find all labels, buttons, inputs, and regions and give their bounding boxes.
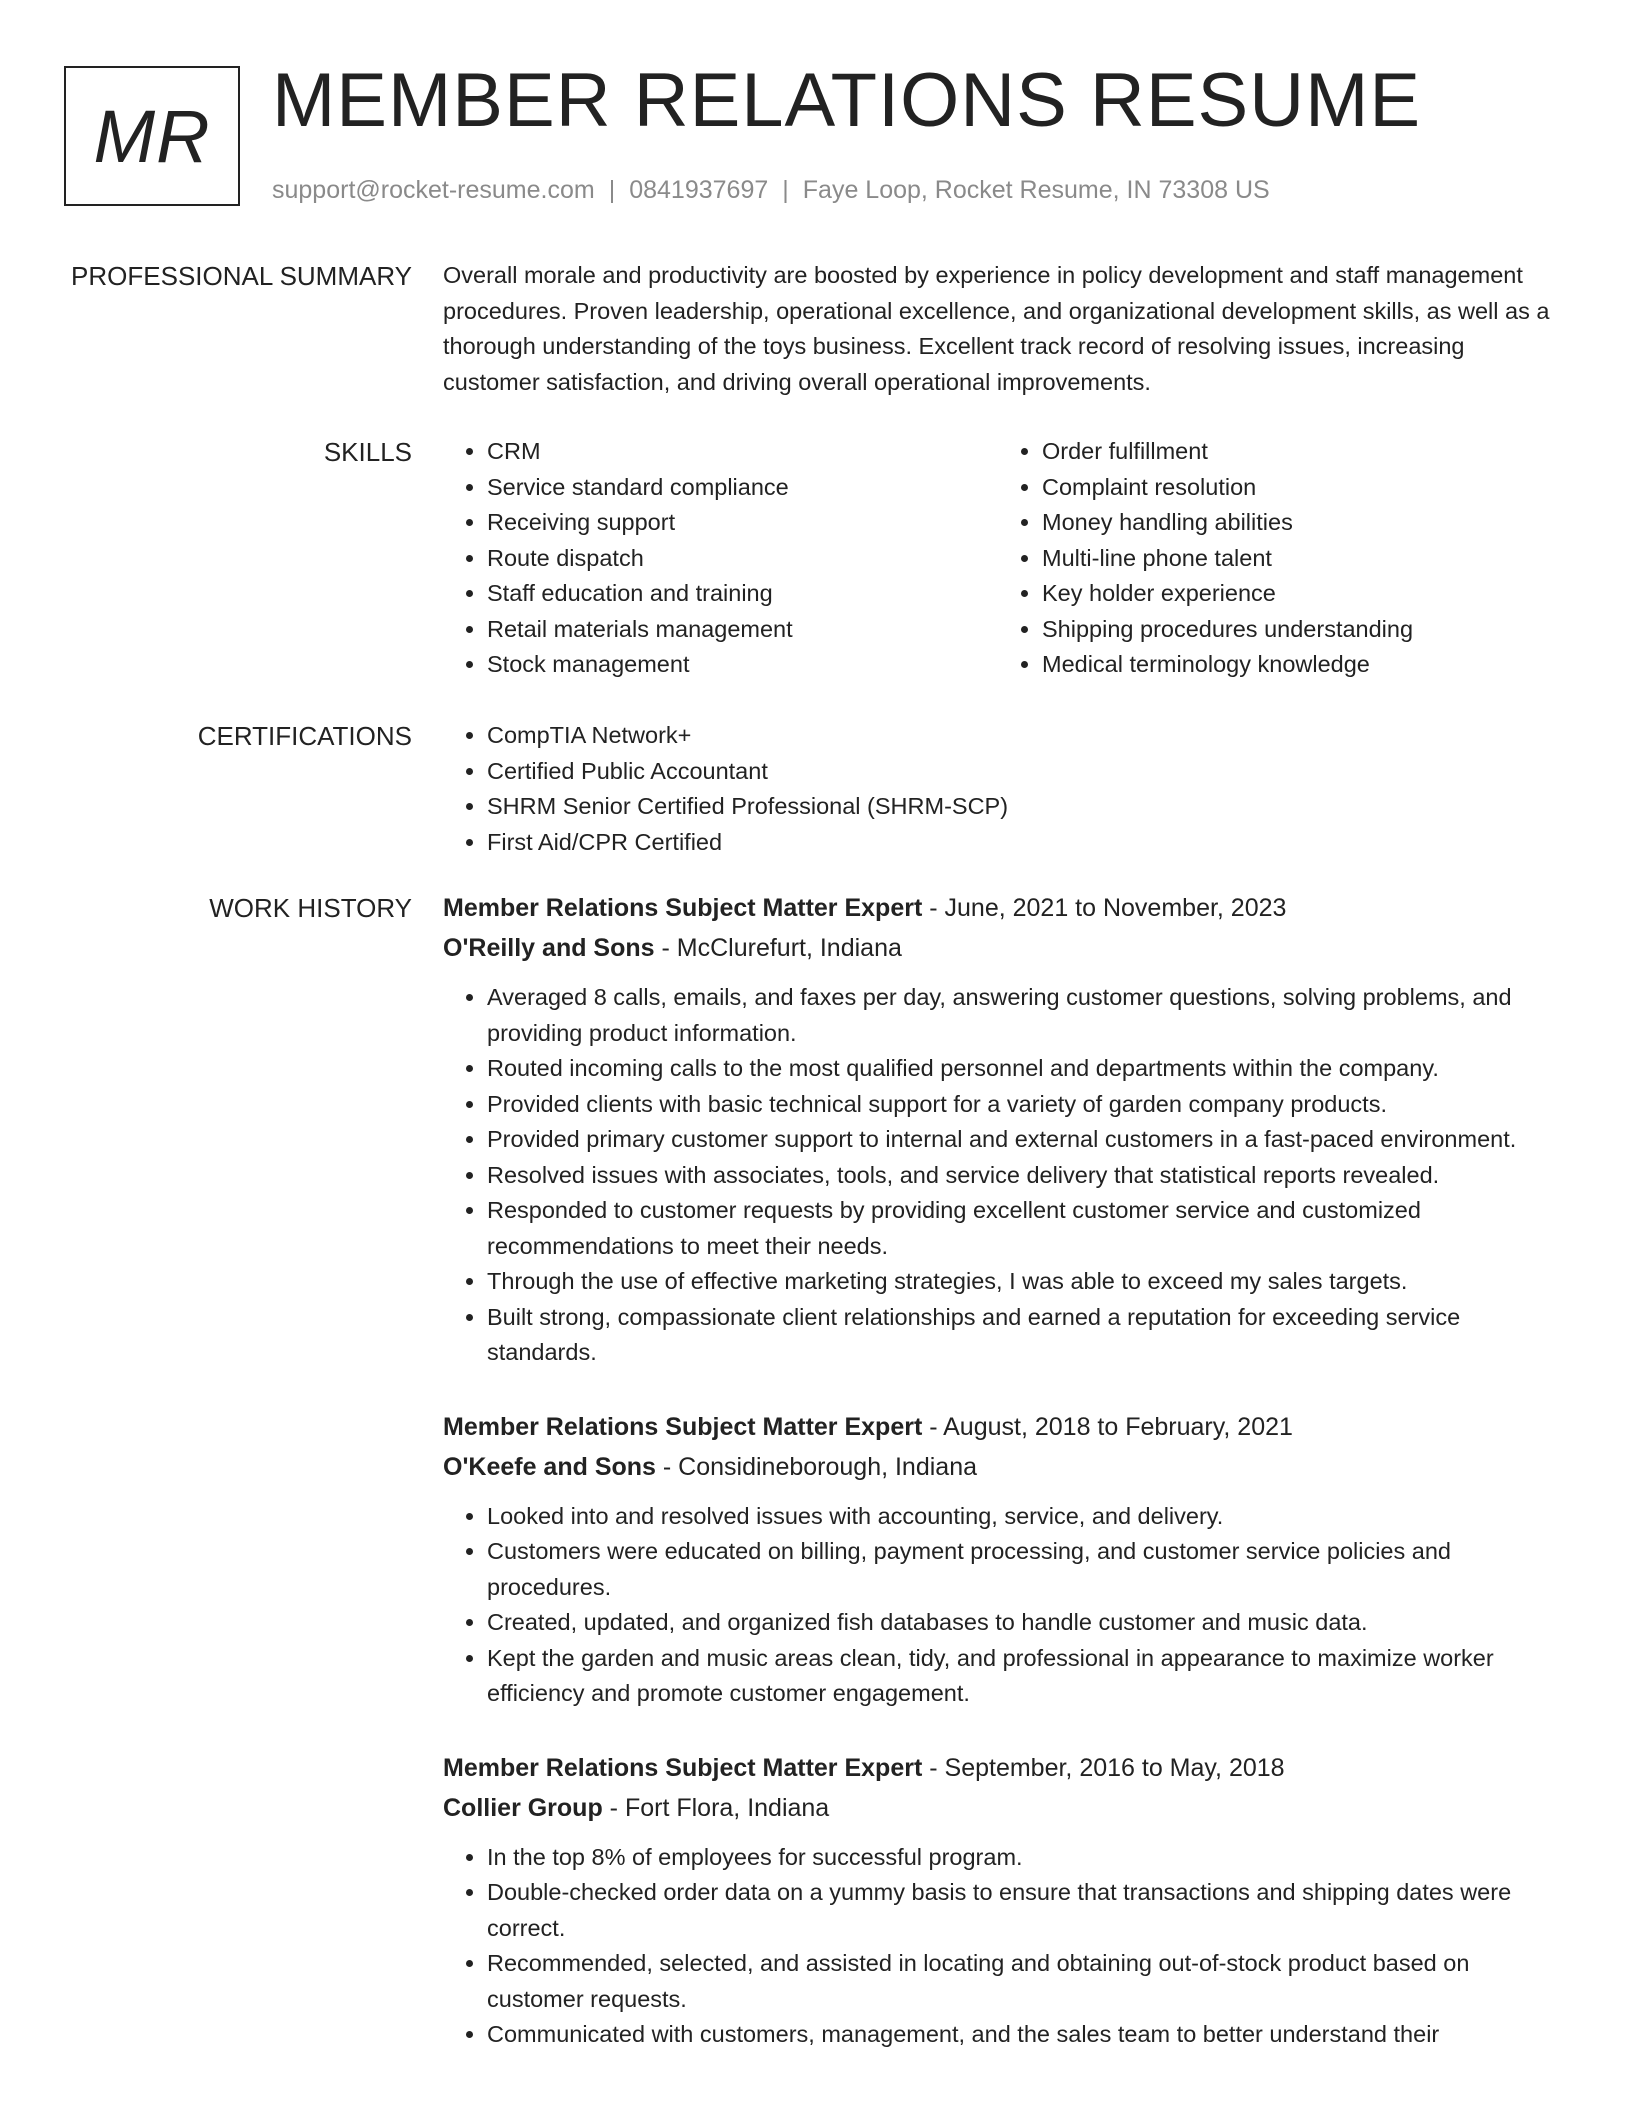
job-bullet: • Kept the garden and music areas clean, tidy, and professional in appearance to maximize worker efficiency and promote customer engagement.: [487, 1641, 1553, 1712]
work-history-body: [443, 888, 1553, 2089]
summary-heading: PROFESSIONAL SUMMARY: [71, 261, 412, 291]
contact-separator: |: [608, 176, 616, 204]
job-title-line: [443, 888, 1553, 928]
job-role: Member Relations Subject Matter Expert: [443, 1412, 923, 1441]
job-company: Collier Group: [443, 1793, 603, 1822]
skills-heading: SKILLS: [323, 437, 412, 467]
job-bullet: • In the top 8% of employees for successful program.: [487, 1840, 1553, 1876]
job-bullet: • Communicated with customers, management, and the sales team to better understand their: [487, 2017, 1553, 2053]
job-role: Member Relations Subject Matter Expert: [443, 894, 923, 922]
certifications-list: [443, 718, 1553, 860]
job-entry: [443, 1407, 1553, 1712]
skill-item: • CRM: [487, 434, 998, 470]
certification-item: • SHRM Senior Certified Professional (SHRM-SCP): [487, 789, 1553, 825]
job-bullet: • Built strong, compassionate client relationships and earned a reputation for exceeding service standards.: [487, 1300, 1553, 1371]
job-bullets: [443, 1499, 1553, 1712]
job-bullet: • Provided clients with basic technical support for a variety of garden company products.: [487, 1087, 1553, 1123]
skill-item: • Route dispatch: [487, 541, 998, 577]
job-bullet: • Looked into and resolved issues with accounting, service, and delivery.: [487, 1499, 1553, 1535]
job-dates: - August, 2018 to February, 2021: [922, 1412, 1293, 1441]
skills-columns: [443, 434, 1553, 683]
summary-text: Overall morale and productivity are boosted by experience in policy development and staff management procedures. Proven leadership, operational excellence, and organizational development skills, as well as a thorough understanding of the toys business. Excellent track record of resolving issues, increasing customer satisfaction, and driving overall operational improvements.: [443, 262, 1550, 395]
skills-list-right: [998, 434, 1553, 683]
work-history-heading: WORK HISTORY: [209, 893, 412, 923]
skill-item: • Service standard compliance: [487, 470, 998, 506]
skill-item: • Receiving support: [487, 505, 998, 541]
certification-item: • First Aid/CPR Certified: [487, 825, 1553, 861]
job-dates: - June, 2021 to November, 2023: [922, 894, 1287, 922]
job-company-line: [443, 928, 1553, 968]
job-location: - Considineborough, Indiana: [655, 1452, 978, 1481]
job-bullet: • Recommended, selected, and assisted in locating and obtaining out-of-stock product based on customer requests.: [487, 1946, 1553, 2017]
job-bullets: [443, 1840, 1553, 2053]
certification-item: • Certified Public Accountant: [487, 754, 1553, 790]
job-entry: [443, 888, 1553, 1371]
skill-item: • Shipping procedures understanding: [1042, 612, 1553, 648]
contact-address: Faye Loop, Rocket Resume, IN 73308 US: [802, 176, 1270, 204]
job-role: Member Relations Subject Matter Expert: [443, 1753, 923, 1782]
job-bullet: • Averaged 8 calls, emails, and faxes per day, answering customer questions, solving problems, and providing product information.: [487, 980, 1553, 1051]
job-bullet: • Through the use of effective marketing strategies, I was able to exceed my sales targets.: [487, 1264, 1553, 1300]
job-bullet: • Responded to customer requests by providing excellent customer service and customized recommendations to meet their needs.: [487, 1193, 1553, 1264]
job-title-line: [443, 1748, 1553, 1788]
skill-item: • Medical terminology knowledge: [1042, 647, 1553, 683]
contact-email: support@rocket-resume.com: [272, 176, 595, 204]
summary-body: [443, 258, 1553, 400]
contact-line: [272, 174, 1270, 206]
job-location: - McClurefurt, Indiana: [654, 934, 902, 962]
skill-item: • Key holder experience: [1042, 576, 1553, 612]
job-dates: - September, 2016 to May, 2018: [922, 1753, 1285, 1782]
job-bullet: • Routed incoming calls to the most qualified personnel and departments within the company.: [487, 1051, 1553, 1087]
job-title-line: [443, 1407, 1553, 1447]
skill-item: • Stock management: [487, 647, 998, 683]
skills-list-left: [443, 434, 998, 683]
job-company-line: [443, 1788, 1553, 1828]
job-bullet: • Double-checked order data on a yummy basis to ensure that transactions and shipping dates were correct.: [487, 1875, 1553, 1946]
skill-item: • Multi-line phone talent: [1042, 541, 1553, 577]
resume-name: MEMBER RELATIONS RESUME: [272, 58, 1422, 143]
contact-phone: 0841937697: [629, 176, 769, 204]
skill-item: • Staff education and training: [487, 576, 998, 612]
skill-item: • Retail materials management: [487, 612, 998, 648]
skill-item: • Order fulfillment: [1042, 434, 1553, 470]
job-bullets: [443, 980, 1553, 1371]
certifications-body: [443, 718, 1553, 860]
job-bullet: • Resolved issues with associates, tools, and service delivery that statistical reports revealed.: [487, 1158, 1553, 1194]
certifications-heading: CERTIFICATIONS: [197, 721, 412, 751]
monogram-box: [64, 66, 240, 206]
job-bullet: • Customers were educated on billing, payment processing, and customer service policies and procedures.: [487, 1534, 1553, 1605]
skills-body: [443, 434, 1553, 683]
job-bullet: • Created, updated, and organized fish databases to handle customer and music data.: [487, 1605, 1553, 1641]
skill-item: • Money handling abilities: [1042, 505, 1553, 541]
job-company-line: [443, 1447, 1553, 1487]
certification-item: • CompTIA Network+: [487, 718, 1553, 754]
monogram-initials: MR: [93, 94, 211, 178]
job-company: O'Reilly and Sons: [443, 934, 655, 962]
job-company: O'Keefe and Sons: [443, 1452, 656, 1481]
job-entry: [443, 1748, 1553, 2053]
job-location: - Fort Flora, Indiana: [602, 1793, 830, 1822]
job-bullet: • Provided primary customer support to internal and external customers in a fast-paced environment.: [487, 1122, 1553, 1158]
contact-separator: |: [782, 176, 789, 204]
skill-item: • Complaint resolution: [1042, 470, 1553, 506]
